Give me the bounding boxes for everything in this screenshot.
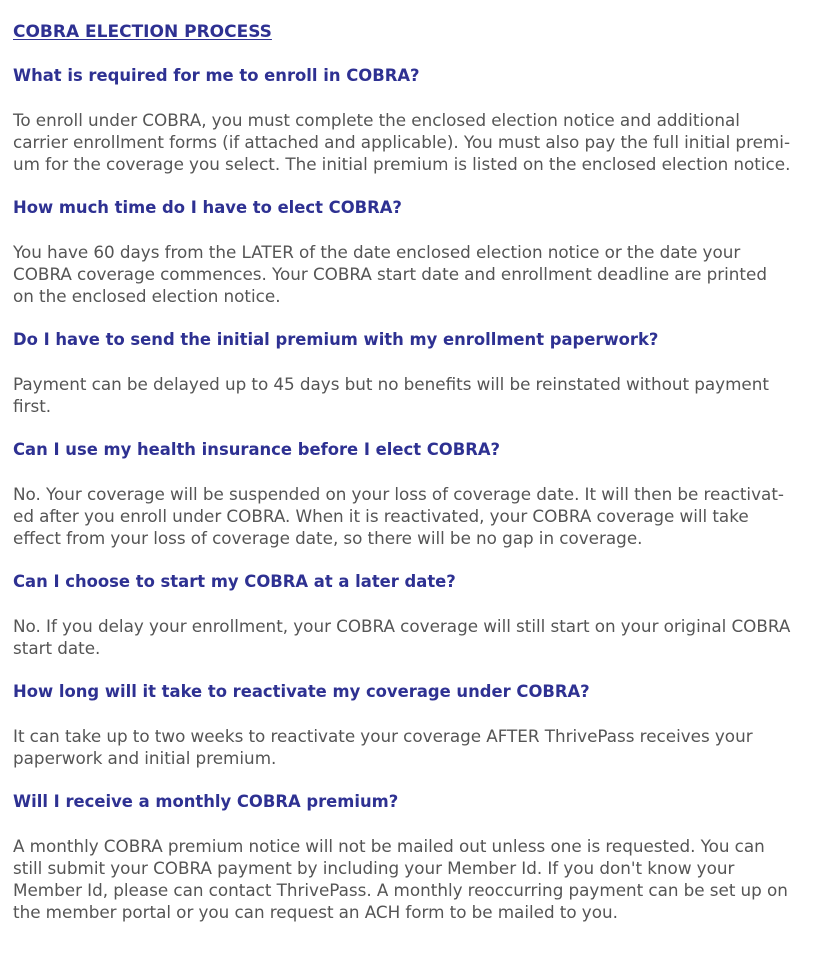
answer-line: paperwork and initial premium. — [13, 748, 277, 768]
answer-line: carrier enrollment forms (if attached and applicable). You must also pay the full initial premi- — [13, 132, 790, 152]
faq-section — [13, 571, 817, 659]
answer-line: COBRA coverage commences. Your COBRA start date and enrollment deadline are printed — [13, 264, 767, 284]
faq-question: Can I choose to start my COBRA at a later date? — [13, 572, 456, 591]
faq-answer — [13, 835, 817, 923]
faq-question: How long will it take to reactivate my coverage under COBRA? — [13, 682, 590, 701]
answer-line: It can take up to two weeks to reactivate your coverage AFTER ThrivePass receives your — [13, 726, 753, 746]
faq-question: What is required for me to enroll in COBRA? — [13, 66, 420, 85]
answer-line: No. If you delay your enrollment, your COBRA coverage will still start on your original COBRA — [13, 616, 791, 636]
answer-line: start date. — [13, 638, 101, 658]
faq-answer — [13, 373, 817, 417]
answer-line: effect from your loss of coverage date, so there will be no gap in coverage. — [13, 528, 643, 548]
answer-line: the member portal or you can request an ACH form to be mailed to you. — [13, 902, 618, 922]
faq-question: Do I have to send the initial premium with my enrollment paperwork? — [13, 330, 659, 349]
faq-answer — [13, 483, 817, 549]
faq-sections — [13, 65, 817, 923]
faq-question: How much time do I have to elect COBRA? — [13, 198, 402, 217]
faq-question: Will I receive a monthly COBRA premium? — [13, 792, 399, 811]
faq-section — [13, 791, 817, 923]
faq-section — [13, 197, 817, 307]
document-title: COBRA ELECTION PROCESS — [13, 22, 272, 42]
answer-line: A monthly COBRA premium notice will not be mailed out unless one is requested. You can — [13, 836, 765, 856]
answer-line: Payment can be delayed up to 45 days but no benefits will be reinstated without payment — [13, 374, 769, 394]
faq-section — [13, 329, 817, 417]
answer-line: You have 60 days from the LATER of the date enclosed election notice or the date your — [13, 242, 741, 262]
faq-question: Can I use my health insurance before I elect COBRA? — [13, 440, 501, 459]
faq-answer — [13, 725, 817, 769]
answer-line: still submit your COBRA payment by including your Member Id. If you don't know your — [13, 858, 735, 878]
faq-answer — [13, 241, 817, 307]
answer-line: on the enclosed election notice. — [13, 286, 281, 306]
faq-section — [13, 681, 817, 769]
answer-line: No. Your coverage will be suspended on your loss of coverage date. It will then be reactivat- — [13, 484, 784, 504]
faq-section — [13, 439, 817, 549]
answer-line: Member Id, please can contact ThrivePass. A monthly reoccurring payment can be set up on — [13, 880, 788, 900]
answer-line: first. — [13, 396, 52, 416]
answer-line: To enroll under COBRA, you must complete the enclosed election notice and additional — [13, 110, 740, 130]
faq-answer — [13, 109, 817, 175]
answer-line: ed after you enroll under COBRA. When it is reactivated, your COBRA coverage will take — [13, 506, 749, 526]
answer-line: um for the coverage you select. The initial premium is listed on the enclosed election notice. — [13, 154, 791, 174]
faq-section — [13, 65, 817, 175]
faq-answer — [13, 615, 817, 659]
